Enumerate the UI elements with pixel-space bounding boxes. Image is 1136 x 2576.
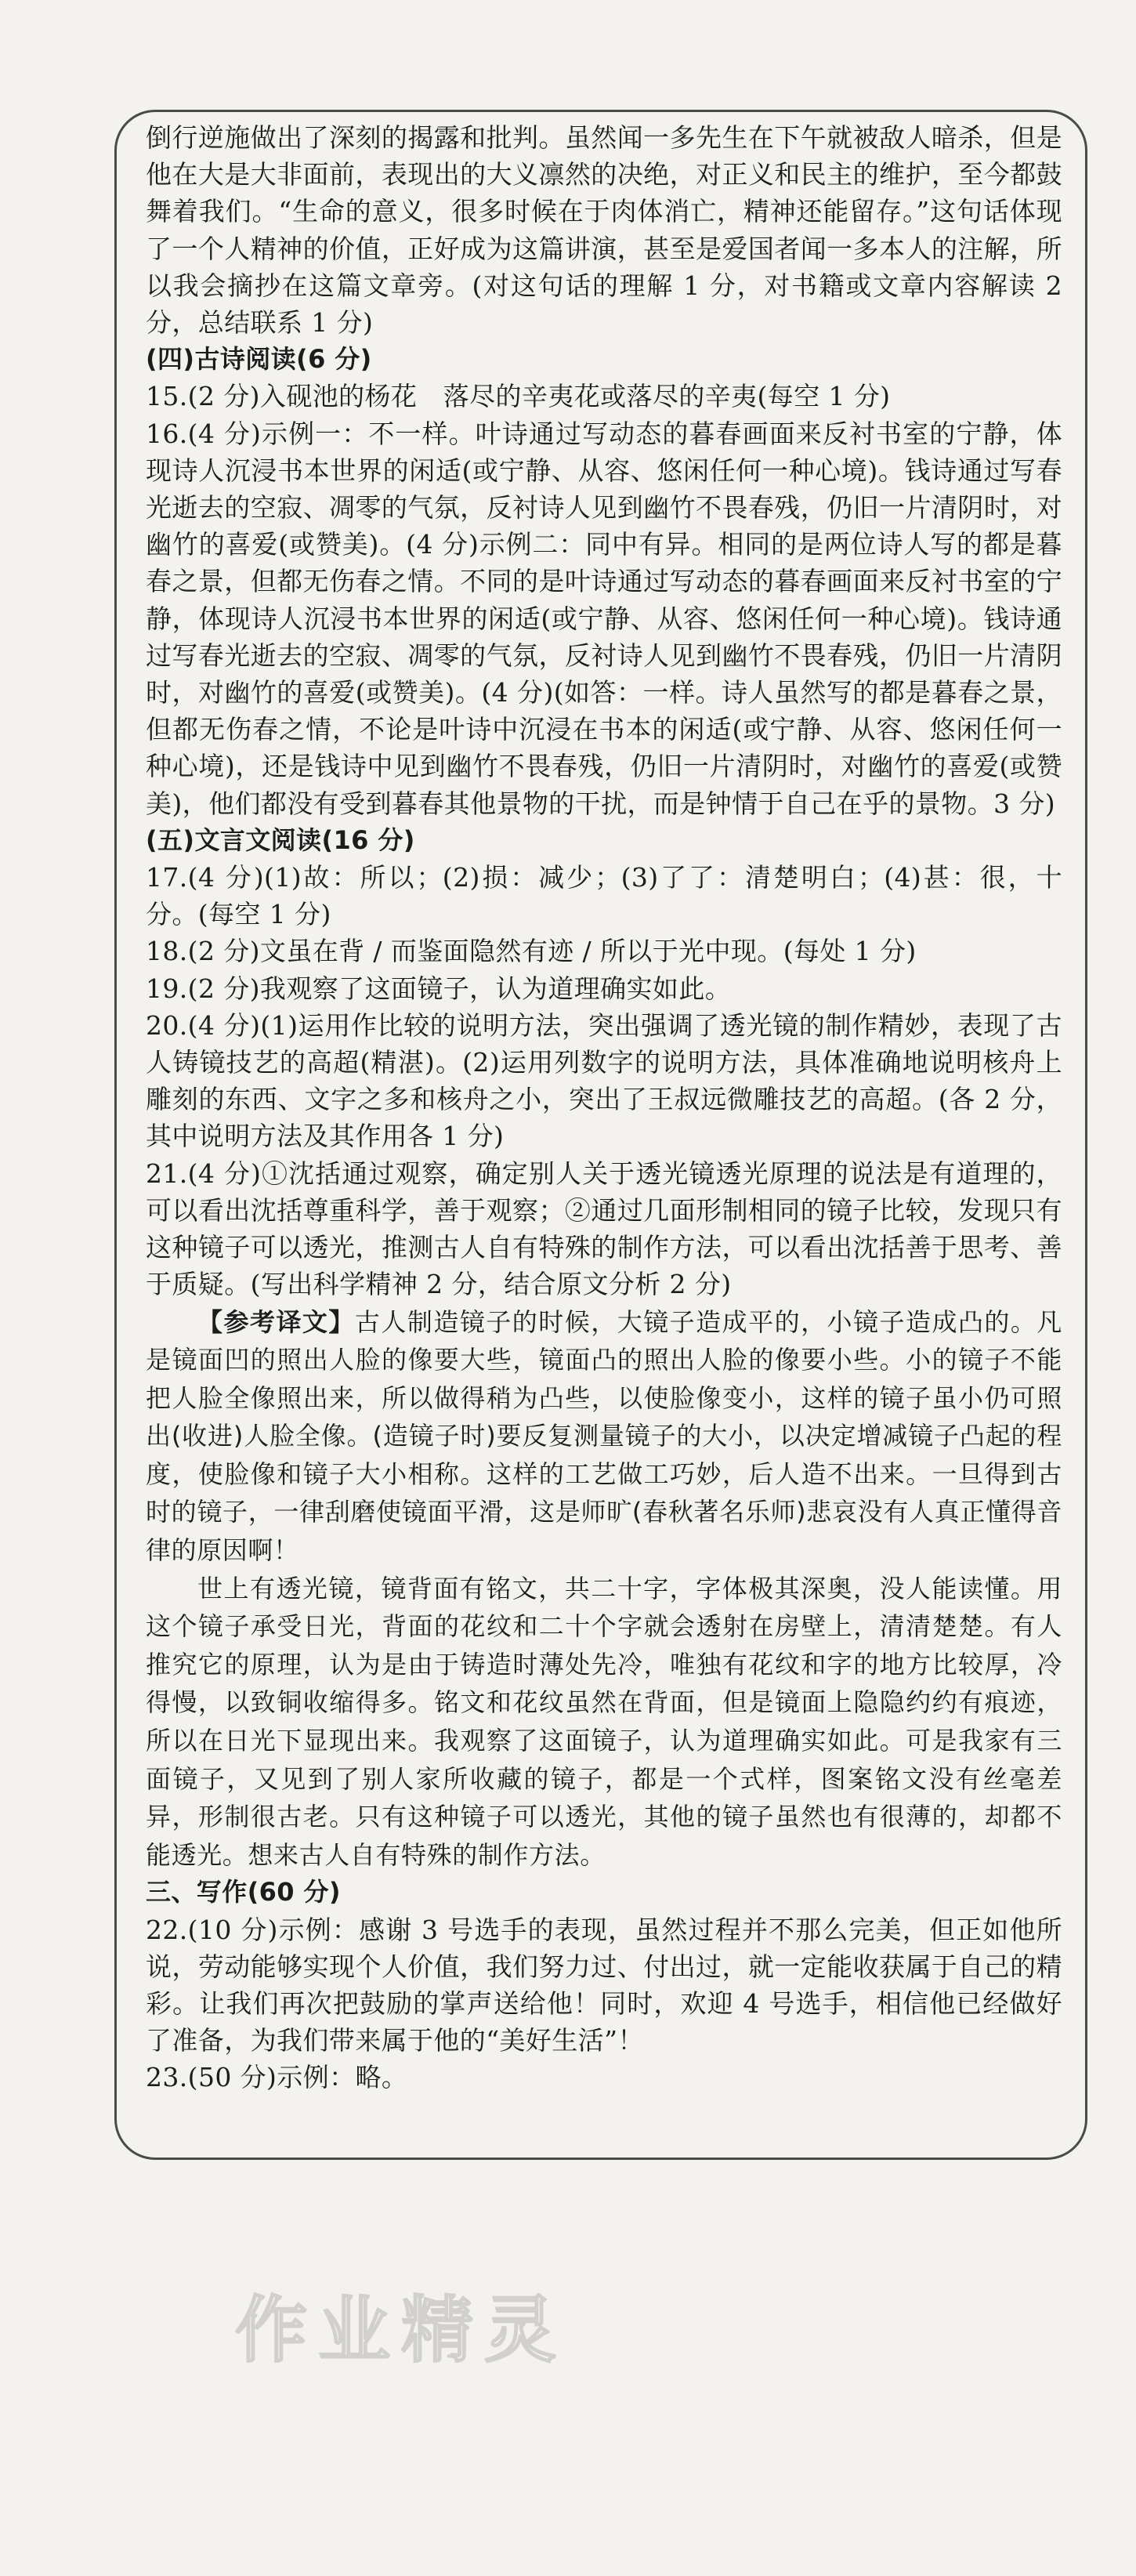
answer-q16: 16.(4 分)示例一：不一样。叶诗通过写动态的暮春画面来反衬书室的宁静，体现诗人沉浸书本世界的闲适(或宁静、从容、悠闲任何一种心境)。钱诗通过写春光逝去的空寂、凋零的气氛，反衬诗人见到幽竹不畏春残，仍旧一片清阴时，对幽竹的喜爱(或赞美)。(4 分)示例二：同中有异。相同的是两位诗人写的都是暮春之景，但都无伤春之情。不同的是叶诗通过写动态的暮春画面来反衬书室的宁静，体现诗人沉浸书本世界的闲适(或宁静、从容、悠闲任何一种心境)。钱诗通过写春光逝去的空寂、凋零的气氛，反衬诗人见到幽竹不畏春残，仍旧一片清阴时，对幽竹的喜爱(或赞美)。(4 分)(如答：一样。诗人虽然写的都是暮春之景，但都无伤春之情，不论是叶诗中沉浸在书本的闲适(或宁静、从容、悠闲任何一种心境)，还是钱诗中见到幽竹不畏春残，仍旧一片清阴时，对幽竹的喜爱(或赞美)，他们都没有受到暮春其他景物的干扰，而是钟情于自己在乎的景物。3 分)	[146, 418, 1062, 819]
answer-q18: 18.(2 分)文虽在背 / 而鉴面隐然有迹 / 所以于光中现。(每处 1 分)	[146, 936, 917, 967]
translation-label: 【参考译文】	[197, 1306, 355, 1337]
reference-translation	[146, 1303, 1062, 1875]
answer-q17: 17.(4 分)(1)故：所以；(2)损：减少；(3)了了：清楚明白；(4)甚：很，十分。(每空 1 分)	[146, 862, 1062, 930]
answer-q15: 15.(2 分)入砚池的杨花 落尽的辛夷花或落尽的辛夷(每空 1 分)	[146, 381, 891, 412]
translation-text-1: 古人制造镜子的时候，大镜子造成平的，小镜子造成凸的。凡是镜面凹的照出人脸的像要大些，镜面凸的照出人脸的像要小些。小的镜子不能把人脸全像照出来，所以做得稍为凸些，以使脸像变小，这样的镜子虽小仍可照出(收进)人脸全像。(造镜子时)要反复测量镜子的大小，以决定增减镜子凸起的程度，使脸像和镜子大小相称。这样的工艺做工巧妙，后人造不出来。一旦得到古时的镜子，一律刮磨使镜面平滑，这是师旷(春秋著名乐师)悲哀没有人真正懂得音律的原因啊！	[146, 1306, 1062, 1566]
answer-q21: 21.(4 分)①沈括通过观察，确定别人关于透光镜透光原理的说法是有道理的，可以看出沈括尊重科学，善于观察；②通过几面形制相同的镜子比较，发现只有这种镜子可以透光，推测古人自有特殊的制作方法，可以看出沈括善于思考、善于质疑。(写出科学精神 2 分，结合原文分析 2 分)	[146, 1158, 1062, 1300]
answer-q23: 23.(50 分)示例：略。	[146, 2062, 408, 2093]
answer-q22: 22.(10 分)示例：感谢 3 号选手的表现，虽然过程并不那么完美，但正如他所说，劳动能够实现个人价值，我们努力过、付出过，就一定能收获属于自己的精彩。让我们再次把鼓励的掌声送给他！同时，欢迎 4 号选手，相信他已经做好了准备，为我们带来属于他的“美好生活”！	[146, 1914, 1062, 2056]
answer-q19: 19.(2 分)我观察了这面镜子，认为道理确实如此。	[146, 973, 732, 1004]
section-heading-writing: 三、写作(60 分)	[146, 1877, 341, 1908]
answer-q20: 20.(4 分)(1)运用作比较的说明方法，突出强调了透光镜的制作精妙，表现了古人铸镜技艺的高超(精湛)。(2)运用列数字的说明方法，具体准确地说明核舟上雕刻的东西、文字之多和核舟之小，突出了王叔远微雕技艺的高超。(各 2 分，其中说明方法及其作用各 1 分)	[146, 1009, 1062, 1152]
watermark-logo: 作业精灵	[235, 2288, 568, 2372]
translation-paragraph-1	[146, 1303, 1062, 1570]
translation-paragraph-2: 世上有透光镜，镜背面有铭文，共二十字，字体极其深奥，没人能读懂。用这个镜子承受日光，背面的花纹和二十个字就会透射在房壁上，清清楚楚。有人推究它的原理，认为是由于铸造时薄处先冷，唯独有花纹和字的地方比较厚，冷得慢，以致铜收缩得多。铭文和花纹虽然在背面，但是镜面上隐隐约约有痕迹，所以在日光下显现出来。我观察了这面镜子，认为道理确实如此。可是我家有三面镜子，又见到了别人家所收藏的镜子，都是一个式样，图案铭文没有丝毫差异，形制很古老。只有这种镜子可以透光，其他的镜子虽然也有很薄的，却都不能透光。想来古人自有特殊的制作方法。	[146, 1573, 1062, 1870]
section-heading-ancient-poetry: (四)古诗阅读(6 分)	[146, 344, 372, 375]
answer-intro-paragraph: 倒行逆施做出了深刻的揭露和批判。虽然闻一多先生在下午就被敌人暗杀，但是他在大是大非面前，表现出的大义凛然的决绝，对正义和民主的维护，至今都鼓舞着我们。“生命的意义，很多时候在于肉体消亡，精神还能留存。”这句话体现了一个人精神的价值，正好成为这篇讲演，甚至是爱国者闻一多本人的注解，所以我会摘抄在这篇文章旁。(对这句话的理解 1 分，对书籍或文章内容解读 2 分，总结联系 1 分)	[146, 122, 1062, 339]
section-heading-classical-chinese: (五)文言文阅读(16 分)	[146, 824, 415, 855]
answer-content	[146, 119, 1062, 2096]
